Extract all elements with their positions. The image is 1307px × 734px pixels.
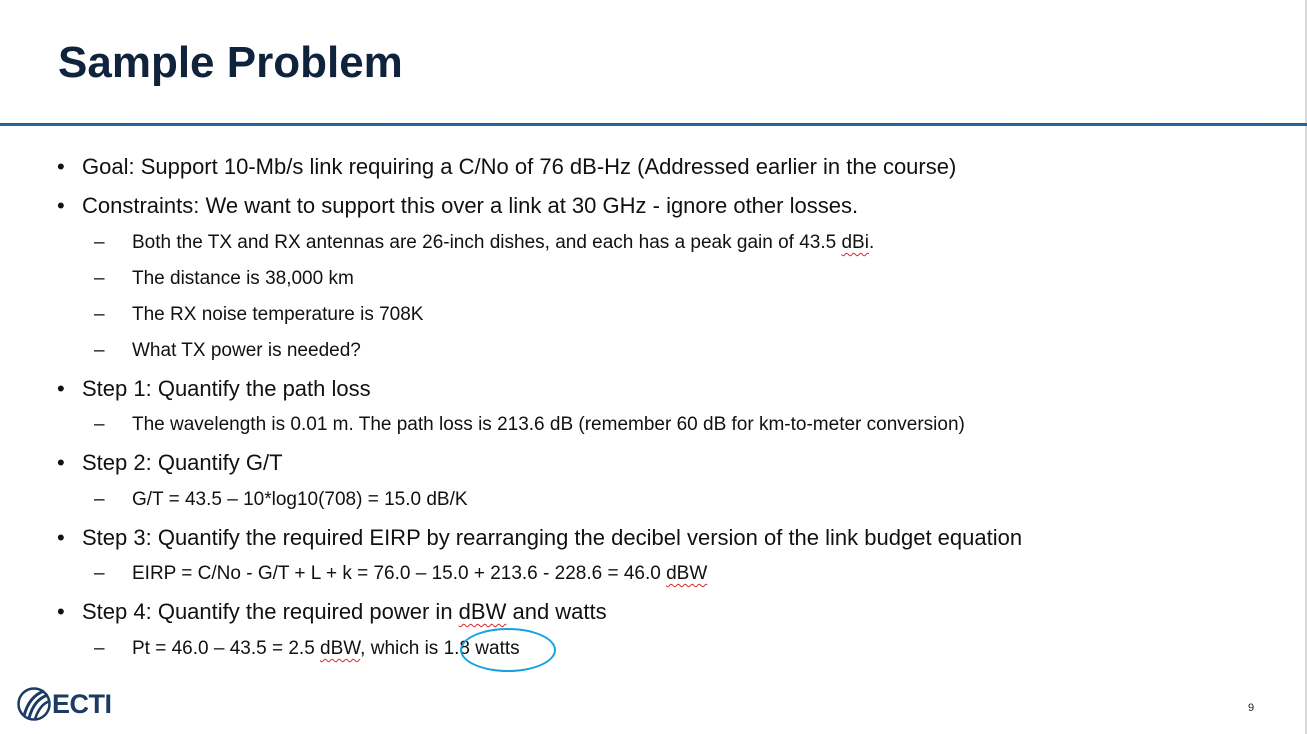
dash-marker: –	[94, 563, 105, 584]
dash-marker: –	[94, 414, 105, 435]
bullet-text: Step 1: Quantify the path loss	[82, 376, 371, 401]
dash-marker: –	[94, 268, 105, 289]
sub-bullet-item	[94, 232, 875, 254]
bullet-marker: •	[57, 154, 65, 179]
sub-bullet-item	[94, 304, 424, 326]
bullet-item	[57, 525, 1023, 551]
highlight-circle-annotation	[460, 628, 556, 672]
bullet-marker: •	[57, 376, 65, 401]
title-divider	[0, 123, 1307, 126]
bullet-marker: •	[57, 193, 65, 218]
logo-text: ECTI	[52, 688, 112, 719]
bullet-item	[57, 193, 859, 219]
spellcheck-word: dBW	[458, 599, 507, 624]
ecti-globe-icon	[17, 686, 51, 722]
bullet-text: , which is 1.8 watts	[360, 638, 520, 659]
bullet-text: Step 2: Quantify G/T	[82, 450, 283, 475]
bullet-item	[57, 450, 283, 476]
sub-bullet-item	[94, 489, 468, 511]
sub-bullet-item	[94, 414, 965, 436]
spellcheck-word: dBW	[666, 563, 708, 584]
dash-marker: –	[94, 489, 105, 510]
sub-bullet-item	[94, 268, 354, 290]
bullet-item	[57, 376, 371, 402]
bullet-text: Step 3: Quantify the required EIRP by rearranging the decibel version of the link budget equation	[82, 525, 1023, 550]
slide-title: Sample Problem	[58, 38, 403, 87]
bullet-text: Step 4: Quantify the required power in	[82, 599, 459, 624]
bullet-marker: •	[57, 450, 65, 475]
bullet-text: EIRP = C/No - G/T + L + k = 76.0 – 15.0 + 213.6 - 228.6 = 46.0	[132, 563, 667, 584]
dash-marker: –	[94, 232, 105, 253]
spellcheck-word: dBW	[320, 638, 361, 659]
bullet-text: The wavelength is 0.01 m. The path loss is 213.6 dB (remember 60 dB for km-to-meter conversion)	[132, 414, 965, 435]
dash-marker: –	[94, 638, 105, 659]
bullet-text: Pt = 46.0 – 43.5 = 2.5	[132, 638, 321, 659]
bullet-text: .	[868, 232, 875, 253]
bullet-text: Both the TX and RX antennas are 26-inch dishes, and each has a peak gain of 43.5	[132, 232, 842, 253]
bullet-text: Constraints: We want to support this over a link at 30 GHz - ignore other losses.	[82, 193, 859, 218]
bullet-text: The RX noise temperature is 708K	[132, 304, 424, 325]
bullet-text: What TX power is needed?	[132, 340, 361, 361]
bullet-item	[57, 599, 607, 625]
sub-bullet-item	[94, 563, 708, 585]
spellcheck-word: dBi	[841, 232, 869, 253]
dash-marker: –	[94, 340, 105, 361]
page-number: 9	[1248, 702, 1255, 714]
bullet-text: Goal: Support 10-Mb/s link requiring a C/No of 76 dB-Hz (Addressed earlier in the course)	[82, 154, 957, 179]
bullet-text: and watts	[506, 599, 607, 624]
bullet-text: G/T = 43.5 – 10*log10(708) = 15.0 dB/K	[132, 489, 468, 510]
dash-marker: –	[94, 304, 105, 325]
ecti-logo	[17, 686, 112, 722]
bullet-text: The distance is 38,000 km	[132, 268, 354, 289]
bullet-marker: •	[57, 525, 65, 550]
bullet-item	[57, 154, 957, 180]
sub-bullet-item	[94, 340, 361, 362]
bullet-marker: •	[57, 599, 65, 624]
